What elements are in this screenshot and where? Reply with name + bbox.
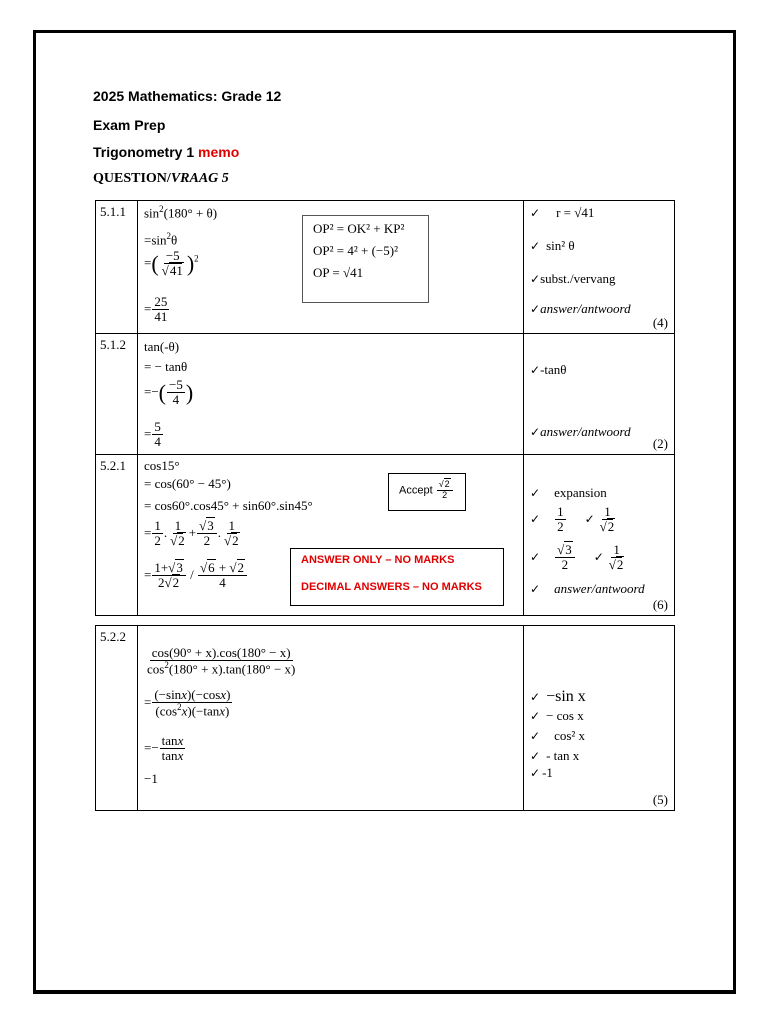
mark-item: ✓ - tan x xyxy=(530,748,580,763)
working-cell: $\sin^2(180^\circ + \theta)$ $=\sin^2\theta$ =( $\frac{-5}{√41}$ )$^2$ = $\frac{25}{41}$ OP² = OK² + KP² OP² = 4² + (−5)² OP = √41 xyxy=(138,201,524,334)
check-icon: ✓ xyxy=(530,206,541,220)
marks-cell xyxy=(524,334,675,455)
accept-label: Accept xyxy=(399,484,433,497)
mark-item: ✓ $\frac{√3}{2}$ ✓ $\frac{1}{√2}$ xyxy=(530,542,624,573)
mark-total: (4) xyxy=(652,315,668,330)
check-icon: ✓ xyxy=(530,766,541,780)
table-row xyxy=(96,334,675,455)
check-icon: ✓ xyxy=(530,690,541,704)
check-icon: ✓ xyxy=(584,511,595,526)
mark-total: (5) xyxy=(652,792,668,807)
mark-item: ✓ cos² x xyxy=(530,728,586,743)
marks-cell xyxy=(524,455,675,616)
table-row xyxy=(96,201,675,334)
question-title xyxy=(93,171,229,187)
mark-item: ✓ expansion xyxy=(530,485,607,500)
mark-item: ✓ $\frac{1}{2}$ ✓ $\frac{1}{√2}$ xyxy=(530,504,615,535)
mark-item: ✓answer/antwoord xyxy=(530,424,631,439)
mark-item: ✓-tanθ xyxy=(530,362,567,377)
check-icon: ✓ xyxy=(530,425,541,439)
check-icon: ✓ xyxy=(530,729,541,743)
table-row xyxy=(96,455,675,616)
mark-item: ✓ − cos x xyxy=(530,708,584,723)
warning-box xyxy=(290,548,504,606)
marks-cell xyxy=(524,626,675,811)
question-number: 5.1.1 xyxy=(96,201,138,334)
working-box xyxy=(302,215,429,303)
working-cell: tan(-θ) = − tanθ =−( $\frac{-5}{4}$ ) = $\frac{5}{4}$ xyxy=(138,334,524,455)
check-icon: ✓ xyxy=(530,272,541,286)
memo-table-1 xyxy=(95,200,675,616)
check-icon: ✓ xyxy=(530,549,541,564)
check-icon: ✓ xyxy=(530,302,541,316)
mark-item: ✓ -1 xyxy=(530,765,553,780)
question-title-b: VRAAG 5 xyxy=(170,171,229,186)
mark-item: ✓subst./vervang xyxy=(530,271,616,286)
mark-total: (2) xyxy=(652,436,668,451)
check-icon: ✓ xyxy=(530,511,541,526)
topic-text: Trigonometry 1 xyxy=(93,144,195,160)
warning-text-1: ANSWER ONLY – NO MARKS xyxy=(301,554,455,566)
mark-item: ✓ r = √41 xyxy=(530,205,595,220)
marks-cell xyxy=(524,201,675,334)
mark-item: ✓ answer/antwoord xyxy=(530,581,645,596)
accept-box: Accept $\frac{√2}{2}$ xyxy=(388,473,466,511)
check-icon: ✓ xyxy=(530,709,541,723)
warning-text-2: DECIMAL ANSWERS – NO MARKS xyxy=(301,581,482,593)
working-cell: $\frac{\cos(90^\circ + x).\cos(180^\circ - x)}{\cos^2(180^\circ + x).\tan(180^\circ - x)}$ = $\frac{(-\sin x)(-\cos x)}{(\cos^2x)(-\tan x)}$ =− $\frac{\tan x}{\tan x}$ −1 xyxy=(138,626,524,811)
doc-topic xyxy=(93,144,239,160)
check-icon: ✓ xyxy=(530,582,541,596)
box-line: OP = √41 xyxy=(313,265,364,280)
box-line: OP² = OK² + KP² xyxy=(313,221,405,236)
question-title-a: QUESTION/ xyxy=(93,171,171,186)
doc-title: 2025 Mathematics: Grade 12 xyxy=(93,88,282,104)
mark-total: (6) xyxy=(652,597,668,612)
memo-label: memo xyxy=(198,144,240,160)
working-cell: cos15° = cos(60° − 45°) = cos60°.cos45° + sin60°.sin45° = $\frac{1}{2}$ . $\frac{1}{√2}$ + $\frac{√3}{2}$ . $\frac{1}{√2}$ = $\frac{1+√3}{2√2}$ / $\frac{√6 + √2}{4}$ Accept $\frac{√2}{2}$ ANSWER ONLY – NO MARKS DECIMAL ANSWERS – NO MARKS xyxy=(138,455,524,616)
mark-item: ✓ sin² θ xyxy=(530,238,575,253)
table-row xyxy=(96,626,675,811)
mark-item: ✓answer/antwoord xyxy=(530,301,631,316)
memo-table-2 xyxy=(95,625,675,811)
mark-item: ✓ −sin x xyxy=(530,688,586,705)
question-number: 5.2.1 xyxy=(96,455,138,616)
question-number: 5.2.2 xyxy=(96,626,138,811)
doc-subtitle: Exam Prep xyxy=(93,117,166,133)
check-icon: ✓ xyxy=(530,363,541,377)
check-icon: ✓ xyxy=(530,239,541,253)
question-number: 5.1.2 xyxy=(96,334,138,455)
check-icon: ✓ xyxy=(593,549,604,564)
check-icon: ✓ xyxy=(530,749,541,763)
check-icon: ✓ xyxy=(530,486,541,500)
box-line: OP² = 4² + (−5)² xyxy=(313,243,398,258)
